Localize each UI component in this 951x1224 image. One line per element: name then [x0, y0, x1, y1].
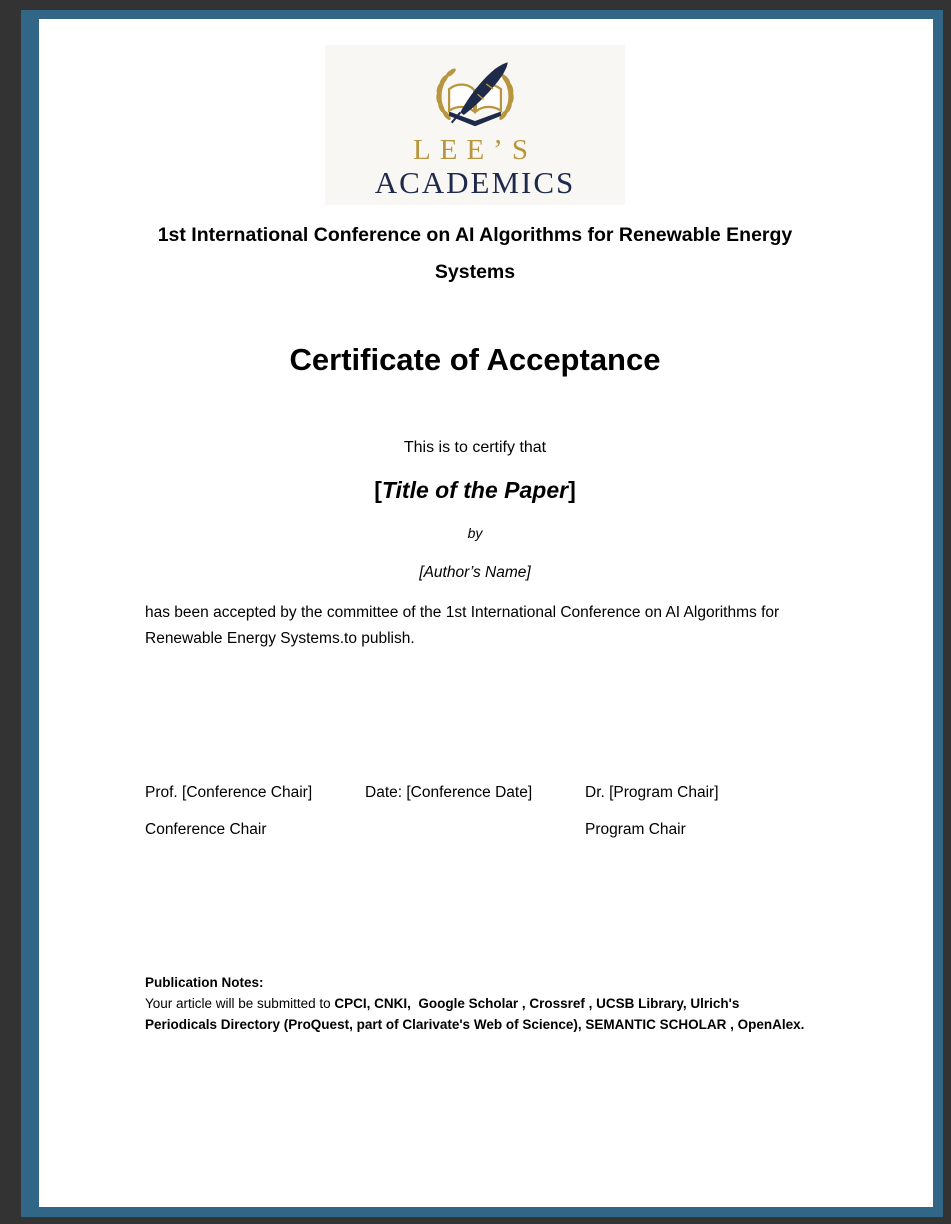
publication-notes-heading: Publication Notes:	[145, 975, 264, 990]
publication-notes-body	[145, 993, 805, 1035]
paper-title-bracket-close: ]	[568, 477, 576, 503]
paper-title-bracket-open: [	[374, 477, 382, 503]
acceptance-statement: has been accepted by the committee of the 1st International Conference on AI Algorithms for Renewable Energy Systems.to publish.	[145, 604, 780, 647]
signature-row-roles	[145, 821, 805, 839]
program-chair-name: Dr. [Program Chair]	[585, 784, 719, 801]
open-book-quill-laurel-icon	[409, 58, 541, 134]
publication-notes	[145, 972, 805, 1035]
logo	[325, 45, 625, 205]
conference-title: 1st International Conference on AI Algorithms for Renewable Energy Systems	[157, 224, 793, 283]
signature-row-names	[145, 784, 805, 802]
certificate-title: Certificate of Acceptance	[289, 342, 661, 377]
paper-title-placeholder	[145, 477, 805, 504]
by-label: by	[467, 525, 483, 541]
certify-text: This is to certify that	[403, 439, 547, 456]
publication-notes-indexes: CPCI, CNKI, Google Scholar , Crossref , UCSB Library, Ulrich's Periodicals Directory (ProQuest, part of Clarivate's Web of Science), SEMANTIC SCHOLAR , OpenAlex.	[145, 996, 805, 1032]
signature-roles-spacer	[365, 821, 585, 839]
certificate-inner-frame	[21, 10, 943, 1217]
conference-chair-name: Prof. [Conference Chair]	[145, 784, 313, 801]
publication-notes-intro: Your article will be submitted to	[145, 996, 335, 1011]
logo-wordmark-lees: LEE’S	[413, 134, 537, 166]
program-chair-role: Program Chair	[585, 821, 686, 838]
author-placeholder: [Author’s Name]	[419, 564, 531, 581]
paper-title-text: Title of the Paper	[381, 477, 569, 503]
certificate-page	[39, 19, 933, 1207]
certificate-content	[145, 45, 805, 1035]
conference-date: Date: [Conference Date]	[365, 784, 533, 801]
conference-chair-role: Conference Chair	[145, 821, 267, 838]
logo-wordmark-academics: ACADEMICS	[374, 165, 576, 200]
